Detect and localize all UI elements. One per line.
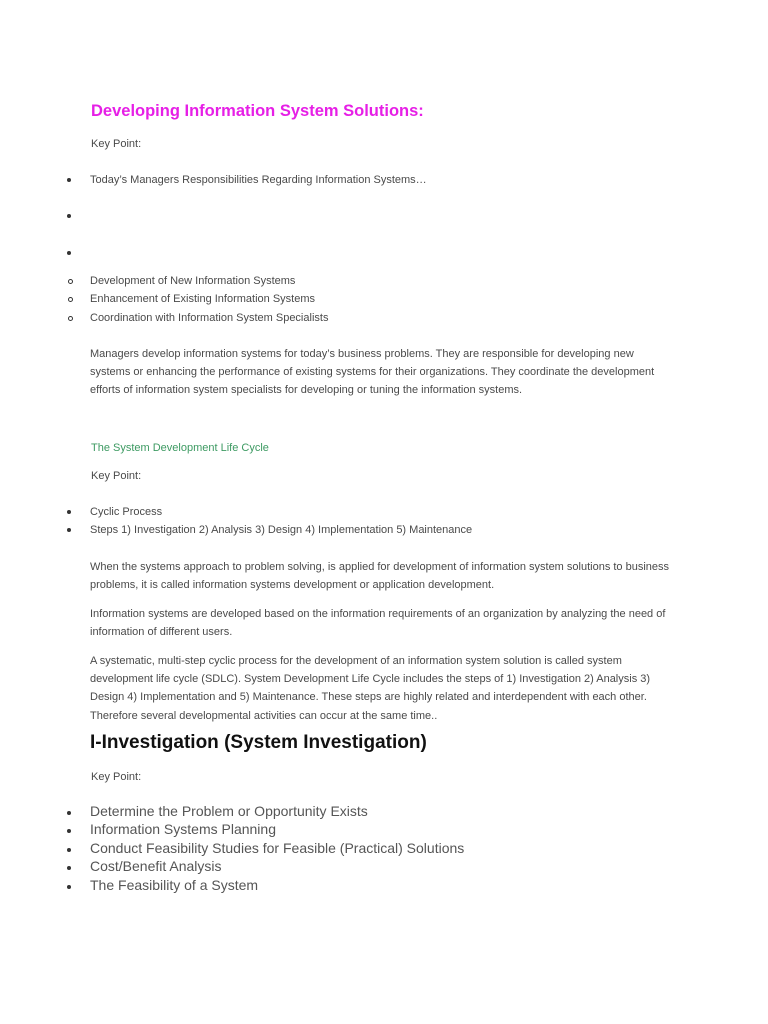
bullet-icon (67, 829, 71, 833)
bullet-icon (67, 811, 71, 815)
bullet-icon (67, 528, 71, 532)
paragraph: A systematic, multi-step cyclic process for the development of an information system solution is called system development life cycle (SDLC). System Development Life Cycle includes the steps of 1) Investigation 2) Analysis 3) Design 4) Implementation and 5) Maintenance. These steps are highly related and interdependent with each other. Therefore several developmental activities can occur at the same time.. (90, 655, 651, 722)
bullet-icon (67, 848, 71, 852)
list-item: Conduct Feasibility Studies for Feasible (Practical) Solutions (90, 840, 465, 856)
circle-bullet-icon (68, 297, 73, 302)
bullet-icon (67, 866, 71, 870)
list-item: Today’s Managers Responsibilities Regarding Information Systems… (90, 174, 427, 186)
section-title-sdlc: The System Development Life Cycle (91, 442, 269, 454)
section-title-developing-solutions: Developing Information System Solutions: (91, 102, 424, 120)
key-point-label: Key Point: (91, 771, 142, 783)
key-point-label: Key Point: (91, 470, 142, 482)
list-item: Steps 1) Investigation 2) Analysis 3) Design 4) Implementation 5) Maintenance (90, 524, 473, 536)
paragraph: Information systems are developed based on the information requirements of an organization by analyzing the need of information of different users. (90, 608, 666, 639)
bullet-icon (67, 885, 71, 889)
circle-bullet-icon (68, 316, 73, 321)
bullet-icon (67, 214, 71, 218)
list-item: Determine the Problem or Opportunity Exists (90, 803, 368, 819)
list-item: Cost/Benefit Analysis (90, 858, 222, 874)
section-title-investigation: I-Investigation (System Investigation) (90, 732, 427, 753)
list-item: Cyclic Process (90, 506, 163, 518)
paragraph: Managers develop information systems for today’s business problems. They are responsible for developing new systems or enhancing the performance of existing systems for their organizations. They coordinate the development efforts of information system specialists for developing or tuning the information systems. (90, 348, 655, 397)
key-point-label: Key Point: (91, 138, 142, 150)
circle-bullet-icon (68, 279, 73, 284)
paragraph: When the systems approach to problem solving, is applied for development of information system solutions to business problems, it is called information systems development or application development. (90, 561, 670, 592)
list-item: Information Systems Planning (90, 821, 276, 837)
bullet-icon (67, 251, 71, 255)
sub-list-item: Development of New Information Systems (90, 275, 296, 287)
sub-list-item: Enhancement of Existing Information Systems (90, 293, 315, 305)
bullet-icon (67, 510, 71, 514)
list-item: The Feasibility of a System (90, 877, 259, 893)
sub-list-item: Coordination with Information System Specialists (90, 312, 329, 324)
bullet-icon (67, 178, 71, 182)
